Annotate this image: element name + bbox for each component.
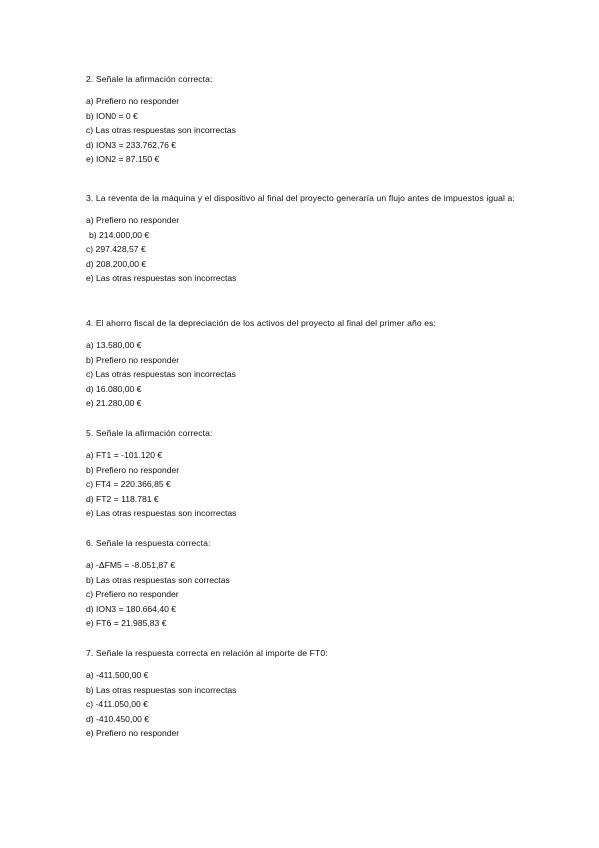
option-c: c) -411.050,00 € [86,699,148,710]
question-title: 5. Señale la afirmación correcta: [86,428,213,438]
option-a: a) -411.500,00 € [86,670,149,680]
option-c: c) Las otras respuestas son incorrectas [86,369,236,380]
option-b: b) Las otras respuestas son correctas [86,574,230,585]
option-a: a) -ΔFM5 = -8.051,87 € [86,560,176,570]
option-a: a) Prefiero no responder [86,96,180,106]
question-2 [86,72,526,167]
option-c: c) Prefiero no responder [86,589,179,600]
option-b: b) Prefiero no responder [86,464,180,475]
option-c: c) 297.428,57 € [86,244,146,255]
option-b: b) Prefiero no responder [86,354,180,365]
option-e: e) Las otras respuestas son incorrectas [86,273,237,284]
option-b: b) Las otras respuestas son incorrectas [86,684,237,695]
option-b: b) ION0 = 0 € [86,110,138,121]
question-title: 2. Señale la afirmación correcta: [86,74,213,84]
question-6 [86,536,526,631]
question-3 [86,191,526,286]
option-b: b) 214.000,00 € [89,229,150,240]
option-e: e) Las otras respuestas son incorrectas [86,508,237,519]
question-4 [86,316,526,411]
option-c: c) Las otras respuestas son incorrectas [86,125,236,136]
option-e: e) FT6 = 21.985,83 € [86,618,167,629]
option-a: a) 13.580,00 € [86,340,142,350]
question-5 [86,426,526,521]
option-d: d) 208.200,00 € [86,258,147,269]
option-a: a) FT1 = -101.120 € [86,450,163,460]
option-d: d) ION3 = 180.664,40 € [86,603,177,614]
question-title: 4. El ahorro fiscal de la depreciación de los activos del proyecto al final del primer año es: [86,318,436,328]
question-title: 3. La reventa de la máquina y el dispositivo al final del proyecto generaría un flujo antes de impuestos igual a: [86,193,515,203]
option-d: d) -410.450,00 € [86,713,150,724]
question-7 [86,646,526,741]
option-d: d) ION3 = 233.762,76 € [86,139,177,150]
question-title: 6. Señale la respuesta correcta: [86,538,211,548]
option-a: a) Prefiero no responder [86,215,180,225]
option-c: c) FT4 = 220.366,85 € [86,479,171,490]
option-e: e) 21.280,00 € [86,398,142,409]
option-d: d) 16.080,00 € [86,383,142,394]
option-e: e) ION2 = 87.150 € [86,154,160,165]
option-d: d) FT2 = 118.781 € [86,493,159,504]
option-e: e) Prefiero no responder [86,728,180,739]
question-title: 7. Señale la respuesta correcta en relación al importe de FT0: [86,648,328,658]
